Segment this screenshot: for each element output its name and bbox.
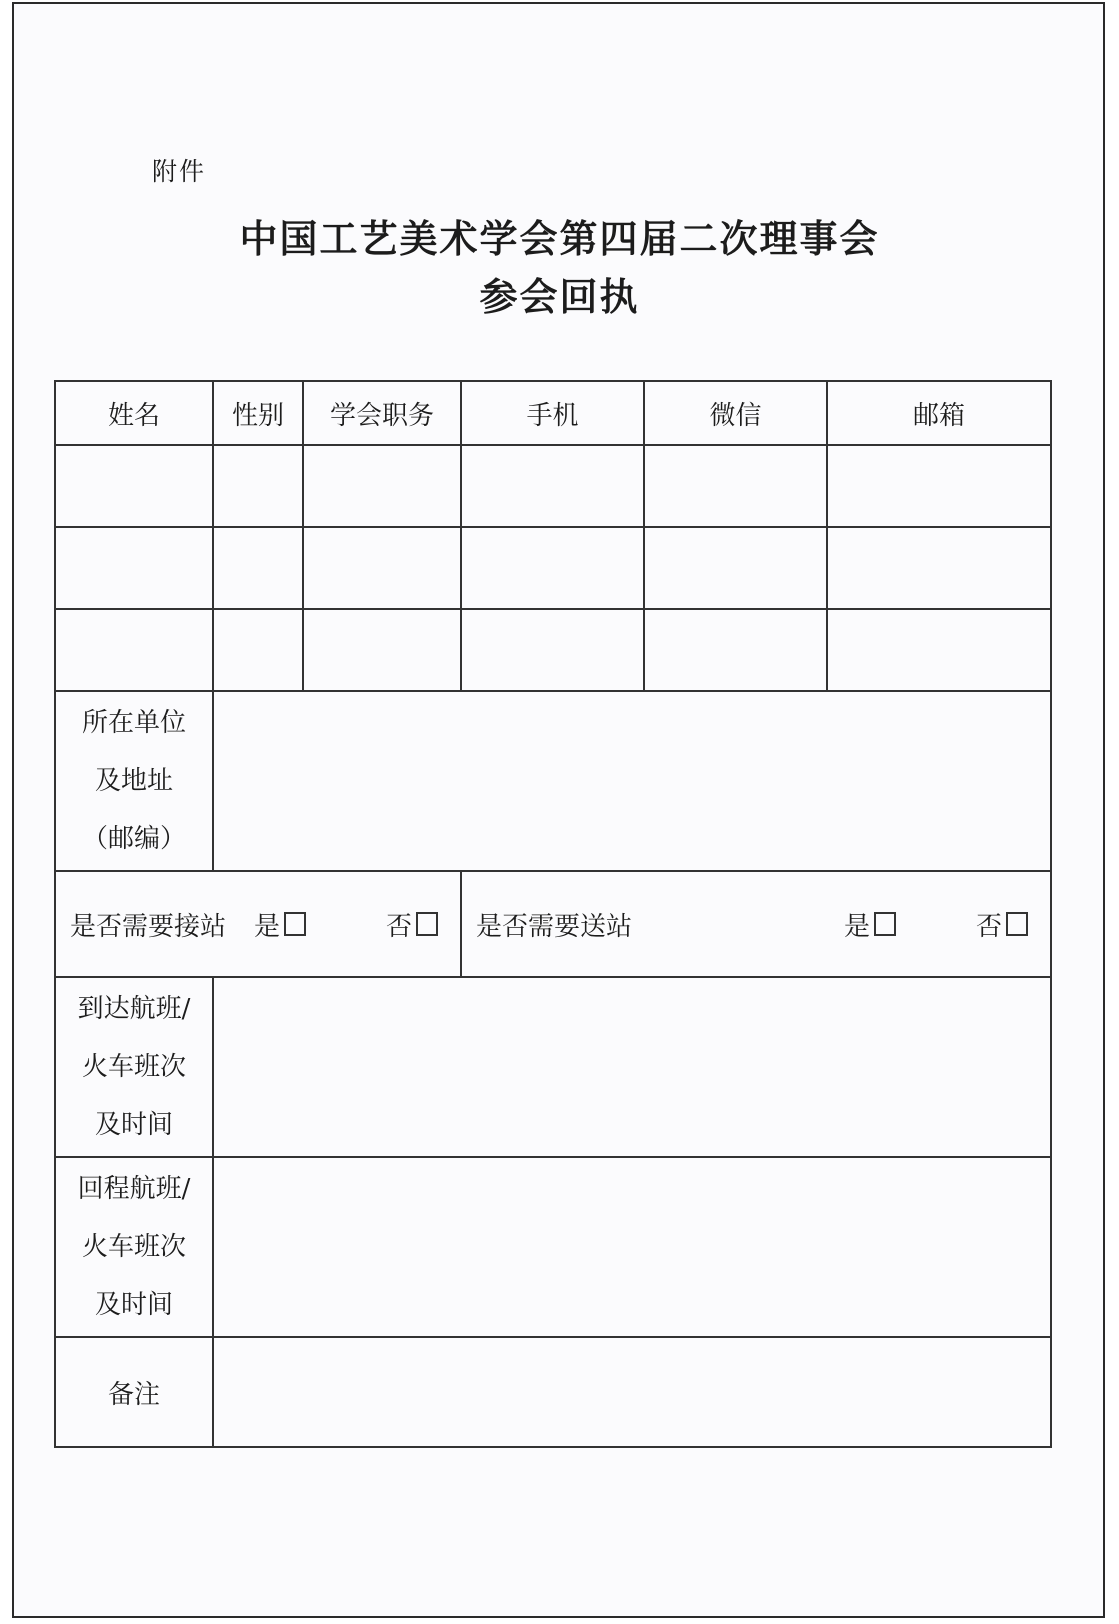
dropoff-label: 是否需要送站	[476, 911, 633, 942]
notes-label: 备注	[55, 1337, 213, 1447]
name-cell[interactable]	[55, 445, 213, 527]
column-header-gender: 性别	[213, 381, 303, 445]
dropoff-yes-option[interactable]	[844, 906, 896, 943]
wechat-cell[interactable]	[644, 609, 827, 691]
name-cell[interactable]	[55, 527, 213, 609]
column-header-name: 姓名	[55, 381, 213, 445]
return-label-line: 回程航班/	[77, 1174, 191, 1204]
dropoff-no-label: 否	[975, 911, 1002, 942]
position-cell[interactable]	[303, 609, 461, 691]
column-header-mobile: 手机	[461, 381, 644, 445]
pickup-yes-option[interactable]	[254, 906, 306, 943]
page-subtitle: 参会回执	[479, 274, 640, 319]
return-field[interactable]	[213, 1157, 1051, 1337]
return-row	[55, 1157, 1051, 1337]
email-cell[interactable]	[827, 527, 1051, 609]
table-row	[55, 445, 1051, 527]
return-label-line: 火车班次	[81, 1232, 186, 1262]
position-cell[interactable]	[303, 445, 461, 527]
dropoff-yes-checkbox[interactable]	[874, 912, 896, 936]
gender-cell[interactable]	[213, 445, 303, 527]
arrival-label-line: 到达航班/	[77, 994, 191, 1024]
position-cell[interactable]	[303, 527, 461, 609]
pickup-yes-label: 是	[253, 911, 280, 942]
address-label-line: 所在单位	[81, 708, 186, 738]
email-cell[interactable]	[827, 609, 1051, 691]
arrival-label	[55, 977, 213, 1157]
arrival-label-line: 及时间	[94, 1110, 173, 1140]
mobile-cell[interactable]	[461, 527, 644, 609]
arrival-label-line: 火车班次	[81, 1052, 186, 1082]
arrival-field[interactable]	[213, 977, 1051, 1157]
page-title: 中国工艺美术学会第四届二次理事会	[239, 216, 880, 261]
email-cell[interactable]	[827, 445, 1051, 527]
wechat-cell[interactable]	[644, 445, 827, 527]
pickup-yes-checkbox[interactable]	[284, 912, 306, 936]
table-row	[55, 609, 1051, 691]
return-label	[55, 1157, 213, 1337]
address-label-line: 及地址	[94, 766, 173, 796]
pickup-no-option[interactable]	[386, 906, 438, 943]
column-header-wechat: 微信	[644, 381, 827, 445]
column-header-position: 学会职务	[303, 381, 461, 445]
pickup-cell	[55, 871, 461, 977]
mobile-cell[interactable]	[461, 609, 644, 691]
address-field[interactable]	[213, 691, 1051, 871]
name-cell[interactable]	[55, 609, 213, 691]
attachment-label: 附件	[152, 157, 207, 186]
mobile-cell[interactable]	[461, 445, 644, 527]
gender-cell[interactable]	[213, 609, 303, 691]
dropoff-cell	[461, 871, 1051, 977]
reply-form-table	[54, 380, 1052, 1448]
pickup-no-checkbox[interactable]	[416, 912, 438, 936]
pickup-no-label: 否	[385, 911, 412, 942]
return-label-line: 及时间	[94, 1290, 173, 1320]
gender-cell[interactable]	[213, 527, 303, 609]
table-row	[55, 527, 1051, 609]
table-header-row	[55, 381, 1051, 445]
arrival-row	[55, 977, 1051, 1157]
notes-field[interactable]	[213, 1337, 1051, 1447]
address-label	[55, 691, 213, 871]
station-row	[55, 871, 1051, 977]
pickup-label: 是否需要接站	[70, 911, 227, 942]
wechat-cell[interactable]	[644, 527, 827, 609]
dropoff-no-checkbox[interactable]	[1006, 912, 1028, 936]
address-row	[55, 691, 1051, 871]
dropoff-no-option[interactable]	[976, 906, 1028, 943]
notes-row	[55, 1337, 1051, 1447]
address-label-line: （邮编）	[81, 824, 186, 854]
column-header-email: 邮箱	[827, 381, 1051, 445]
dropoff-yes-label: 是	[843, 911, 870, 942]
